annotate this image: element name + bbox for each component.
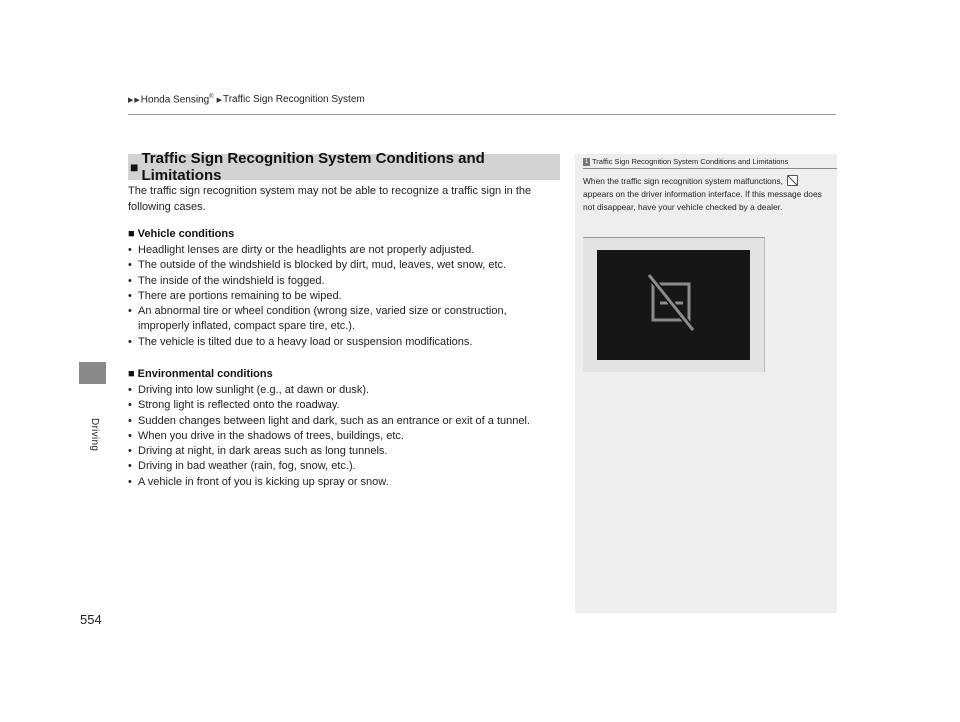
bullet-icon: • xyxy=(128,399,132,412)
bullet-icon: • xyxy=(128,384,132,396)
triangle-right-icon: ▶ xyxy=(134,96,140,104)
traffic-sign-crossed-icon xyxy=(597,250,750,360)
note-title: 1 Traffic Sign Recognition System Conditions and Limitations xyxy=(584,157,789,166)
note-number-badge: 1 xyxy=(584,158,589,165)
bullet-icon: • xyxy=(128,429,132,442)
breadcrumb xyxy=(128,94,368,105)
bullet-icon: • xyxy=(128,335,132,348)
list-item: • Driving into low sunlight (e.g., at dawn or dusk). xyxy=(128,383,568,398)
list-item: • The inside of the windshield is fogged. xyxy=(128,274,568,289)
list-item: • Driving at night, in dark areas such as long tunnels. xyxy=(128,444,568,459)
bullet-icon: • xyxy=(128,445,132,458)
list-item: • The outside of the windshield is blocked by dirt, mud, leaves, wet snow, etc. xyxy=(128,258,568,273)
square-bullet-icon: ■ xyxy=(128,228,135,240)
note-body: When the traffic sign recognition system malfunctions, appears on the driver information interface. If this message does not disappear, have your vehicle checked by a dealer. xyxy=(583,176,822,212)
breadcrumb-item-honda-sensing: Honda Sensing® xyxy=(140,94,214,106)
section-title: Traffic Sign Recognition System Conditions and Limitations xyxy=(141,150,485,184)
breadcrumb-item-traffic-sign: Traffic Sign Recognition System xyxy=(222,94,365,106)
list-item: • There are portions remaining to be wiped. xyxy=(128,289,568,304)
list-item: • An abnormal tire or wheel condition (wrong size, varied size or construction, improperly inflated, compact spare tire, etc.). xyxy=(128,305,507,333)
bullet-icon: • xyxy=(128,305,132,318)
page-number: 554 xyxy=(80,612,102,627)
list-item: • Sudden changes between light and dark, such as an entrance or exit of a tunnel. xyxy=(128,414,568,429)
bullet-icon: • xyxy=(128,460,132,473)
side-note-panel xyxy=(575,154,837,613)
bullet-icon: • xyxy=(128,414,132,427)
square-bullet-icon: ■ xyxy=(128,368,135,380)
triangle-right-icon: ▶ xyxy=(216,96,222,104)
subheading-vehicle-conditions: ■ Vehicle conditions xyxy=(128,228,235,240)
list-item: • When you drive in the shadows of trees, buildings, etc. xyxy=(128,429,568,444)
environmental-conditions-list xyxy=(128,383,568,490)
bullet-icon: • xyxy=(128,244,132,256)
bullet-icon: • xyxy=(128,259,132,272)
square-bullet-icon: ■ xyxy=(130,159,139,175)
traffic-sign-crossed-icon xyxy=(787,175,798,186)
bullet-icon: • xyxy=(128,274,132,287)
section-heading xyxy=(128,150,560,184)
chapter-label: Driving xyxy=(89,418,100,452)
header-divider xyxy=(128,114,836,115)
list-item: • Headlight lenses are dirty or the headlights are not properly adjusted. xyxy=(128,243,568,258)
bullet-icon: • xyxy=(128,289,132,302)
chapter-tab-marker xyxy=(79,362,106,384)
intro-paragraph: The traffic sign recognition system may not be able to recognize a traffic sign in the following cases. xyxy=(128,185,532,213)
note-divider xyxy=(583,168,837,169)
list-item: • A vehicle in front of you is kicking up spray or snow. xyxy=(128,475,568,490)
subheading-environmental-conditions: ■ Environmental conditions xyxy=(128,368,273,380)
list-item: • Driving in bad weather (rain, fog, snow, etc.). xyxy=(128,459,568,474)
display-screen xyxy=(597,250,750,360)
bullet-icon: • xyxy=(128,475,132,488)
driver-information-interface-figure xyxy=(583,237,765,372)
triangle-right-icon: ▶ xyxy=(128,96,134,104)
list-item: • Strong light is reflected onto the roadway. xyxy=(128,398,568,413)
vehicle-conditions-list xyxy=(128,243,568,350)
list-item: • The vehicle is tilted due to a heavy load or suspension modifications. xyxy=(128,335,568,350)
